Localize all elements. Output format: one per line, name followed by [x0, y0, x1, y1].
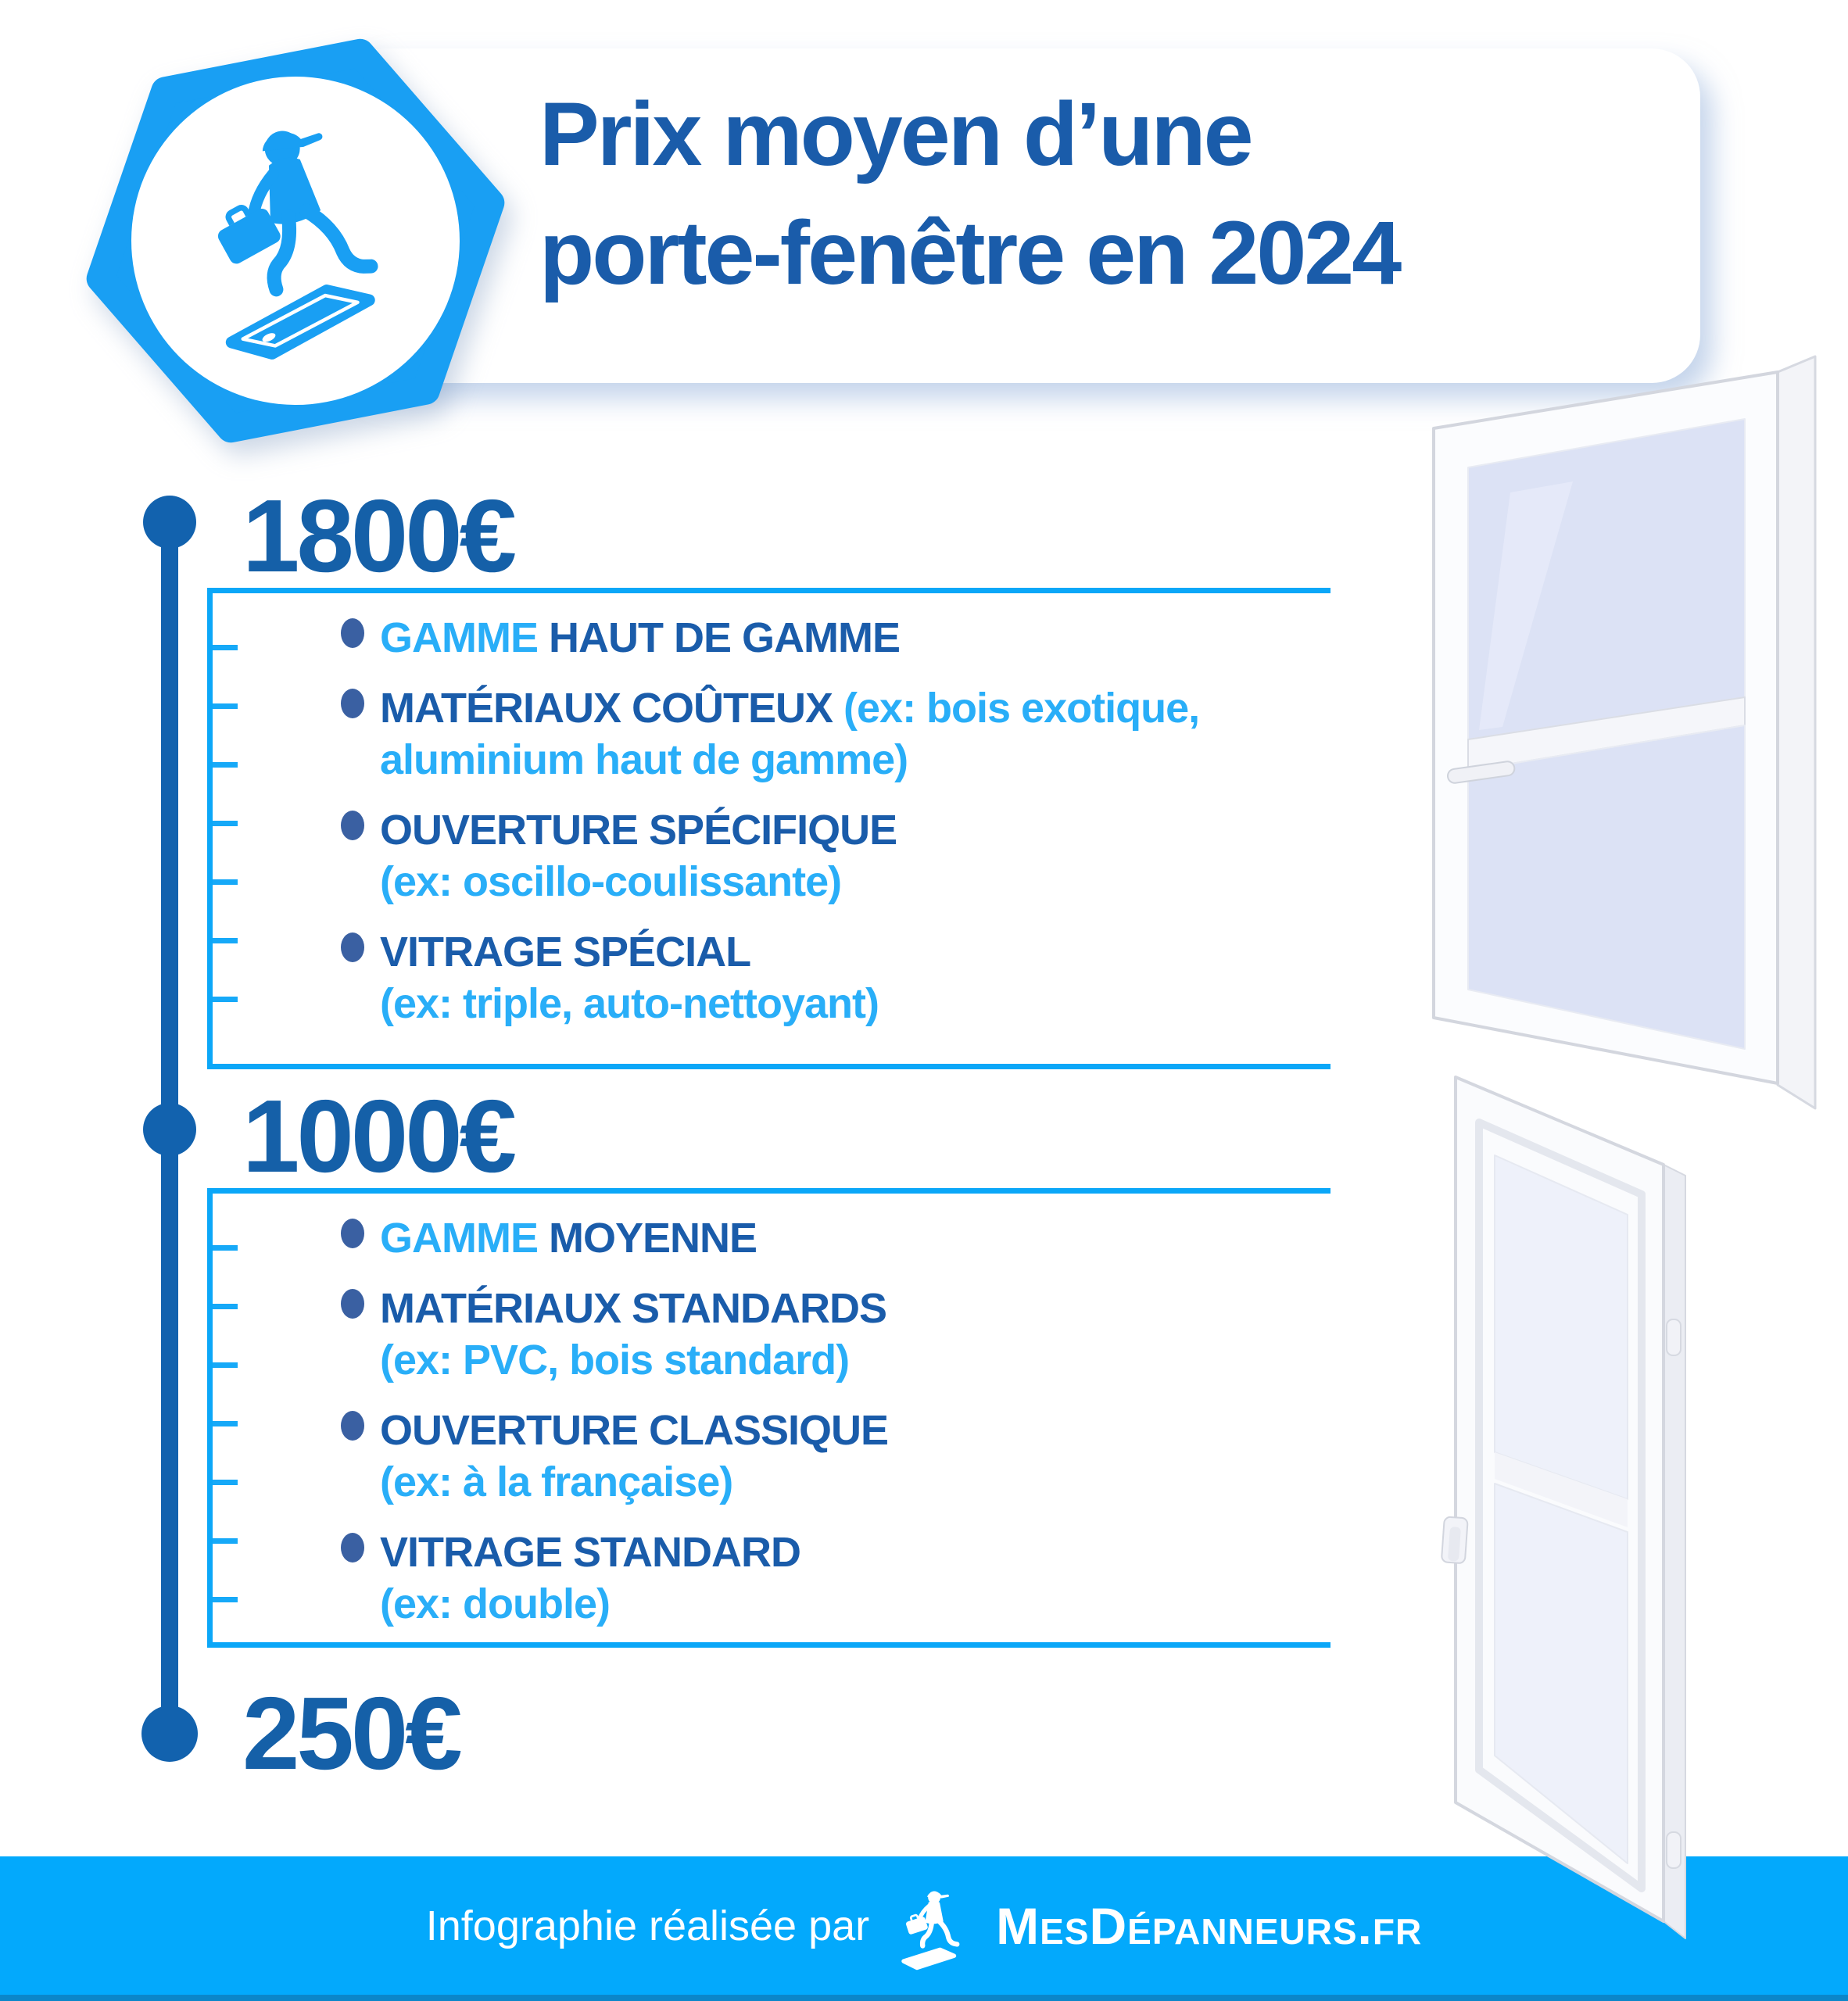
- feature-list-high: [213, 593, 1330, 1029]
- bullet-dot: [341, 1219, 364, 1248]
- scale-tick: [213, 879, 238, 885]
- price-label-mid: 1000€: [242, 1079, 514, 1194]
- feature-item-text: OUVERTURE CLASSIQUE (ex: à la française): [380, 1407, 889, 1505]
- feature-box-high-range: [207, 588, 1330, 1069]
- footer-credit-text: Infographie réalisée par: [425, 1902, 870, 1949]
- scale-tick: [213, 1245, 238, 1251]
- price-scale-node-bottom: [141, 1706, 198, 1762]
- feature-list-mid: [213, 1194, 1330, 1630]
- feature-item: [341, 804, 1312, 907]
- closed-door-illustration: [1407, 1061, 1720, 1960]
- feature-item: [341, 926, 1312, 1029]
- feature-item: [341, 612, 1312, 664]
- bullet-dot: [341, 689, 364, 718]
- scale-tick: [213, 997, 238, 1002]
- hexagon-badge-icon: [61, 6, 530, 475]
- bullet-dot: [341, 811, 364, 840]
- feature-item: [341, 1527, 1312, 1630]
- door-hinge-top: [1667, 1319, 1681, 1355]
- scale-tick: [213, 1421, 238, 1426]
- price-scale-node-mid: [143, 1103, 196, 1156]
- bullet-dot: [341, 932, 364, 962]
- price-scale-node-top: [143, 496, 196, 549]
- feature-box-mid-range: [207, 1188, 1330, 1648]
- bullet-dot: [341, 1289, 364, 1319]
- feature-item-text: GAMME HAUT DE GAMME: [380, 614, 900, 661]
- page-title-line2: porte-fenêtre en 2024: [539, 203, 1400, 303]
- scale-tick: [213, 1304, 238, 1309]
- feature-item-text: OUVERTURE SPÉCIFIQUE (ex: oscillo-coulissante): [380, 807, 897, 905]
- bullet-dot: [341, 618, 364, 648]
- footer-mascot-icon: [891, 1880, 974, 1971]
- scale-tick: [213, 703, 238, 709]
- price-label-low: 250€: [242, 1676, 460, 1791]
- feature-item-text: MATÉRIAUX STANDARDS (ex: PVC, bois standard): [380, 1285, 886, 1384]
- open-window-illustration: [1393, 336, 1835, 1126]
- scale-tick: [213, 1538, 238, 1544]
- feature-item-text: VITRAGE STANDARD (ex: double): [380, 1529, 801, 1627]
- scale-tick: [213, 645, 238, 650]
- scale-tick: [213, 938, 238, 943]
- scale-tick: [213, 1480, 238, 1485]
- footer-bottom-strip: [0, 1995, 1848, 2001]
- scale-tick: [213, 821, 238, 826]
- bullet-dot: [341, 1533, 364, 1562]
- scale-tick: [213, 762, 238, 768]
- bullet-dot: [341, 1411, 364, 1441]
- page-title: [539, 75, 1673, 313]
- feature-item: [341, 1212, 1312, 1264]
- feature-item: [341, 1283, 1312, 1386]
- feature-item-text: VITRAGE SPÉCIAL (ex: triple, auto-nettoyant): [380, 929, 879, 1027]
- door-hinge-bottom: [1667, 1832, 1681, 1868]
- page-title-line1: Prix moyen d’une: [539, 84, 1252, 184]
- door-handle: [1442, 1516, 1468, 1563]
- feature-item-text: MATÉRIAUX COÛTEUX (ex: bois exotique, aluminium haut de gamme): [380, 685, 1200, 783]
- feature-item: [341, 1405, 1312, 1508]
- scale-tick: [213, 1362, 238, 1368]
- footer-brand-text: MesDépanneurs.fr: [996, 1896, 1423, 1955]
- price-label-high: 1800€: [242, 478, 514, 593]
- feature-item-text: GAMME MOYENNE: [380, 1215, 757, 1262]
- feature-item: [341, 682, 1312, 786]
- scale-tick: [213, 1597, 238, 1602]
